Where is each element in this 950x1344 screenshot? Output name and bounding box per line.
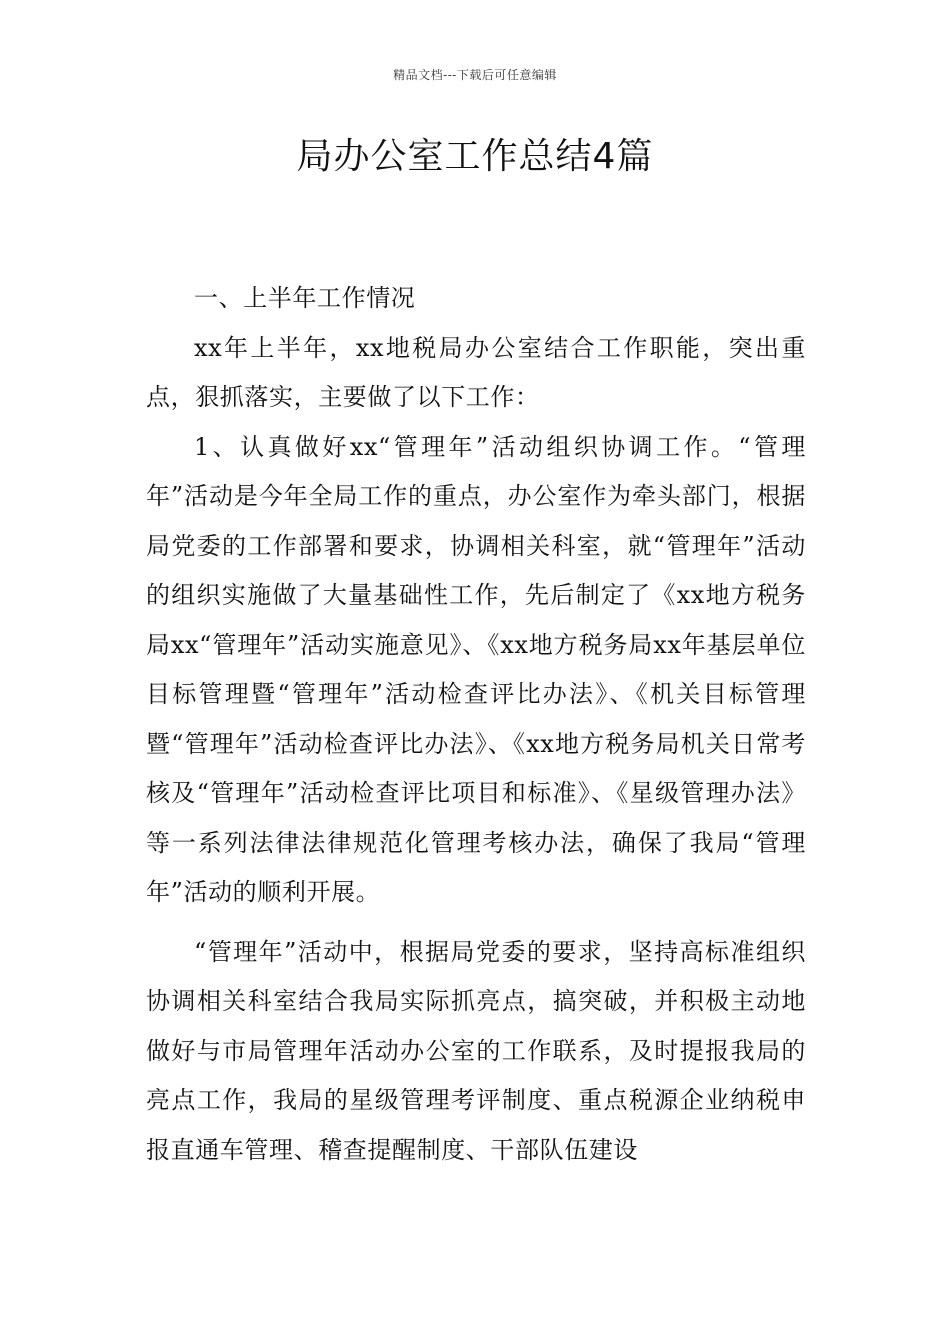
section-heading: 一、上半年工作情况 — [194, 284, 416, 312]
document-body — [146, 274, 806, 1175]
body-paragraph: xx年上半年，xx地税局办公室结合工作职能，突出重点，狠抓落实，主要做了以下工作： — [146, 333, 806, 411]
body-paragraph: 1、认真做好xx“管理年”活动组织协调工作。“管理年”活动是今年全局工作的重点，办公室作为牵头部门，根据局党委的工作部署和要求，协调相关科室，就“管理年”活动的组织实施做了大量基础性工作，先后制定了《xx地方税务局xx“管理年”活动实施意见》、《xx地方税务局xx年基层单位目标管理暨“管理年”活动检查评比办法》、《机关目标管理暨“管理年”活动检查评比办法》、《xx地方税务局机关日常考核及“管理年”活动检查评比项目和标准》、《星级管理办法》等一系列法律法律规范化管理考核办法，确保了我局“管理年”活动的顺利开展。 — [146, 432, 806, 906]
document-title: 局办公室工作总结4篇 — [296, 136, 654, 177]
header-note: 精品文档---下载后可任意编辑 — [393, 68, 557, 82]
body-paragraph: “管理年”活动中，根据局党委的要求，坚持高标准组织协调相关科室结合我局实际抓亮点，搞突破，并积极主动地做好与市局管理年活动办公室的工作联系，及时提报我局的亮点工作，我局的星级管理考评制度、重点税源企业纳税申报直通车管理、稽查提醒制度、干部队伍建设 — [146, 937, 806, 1164]
